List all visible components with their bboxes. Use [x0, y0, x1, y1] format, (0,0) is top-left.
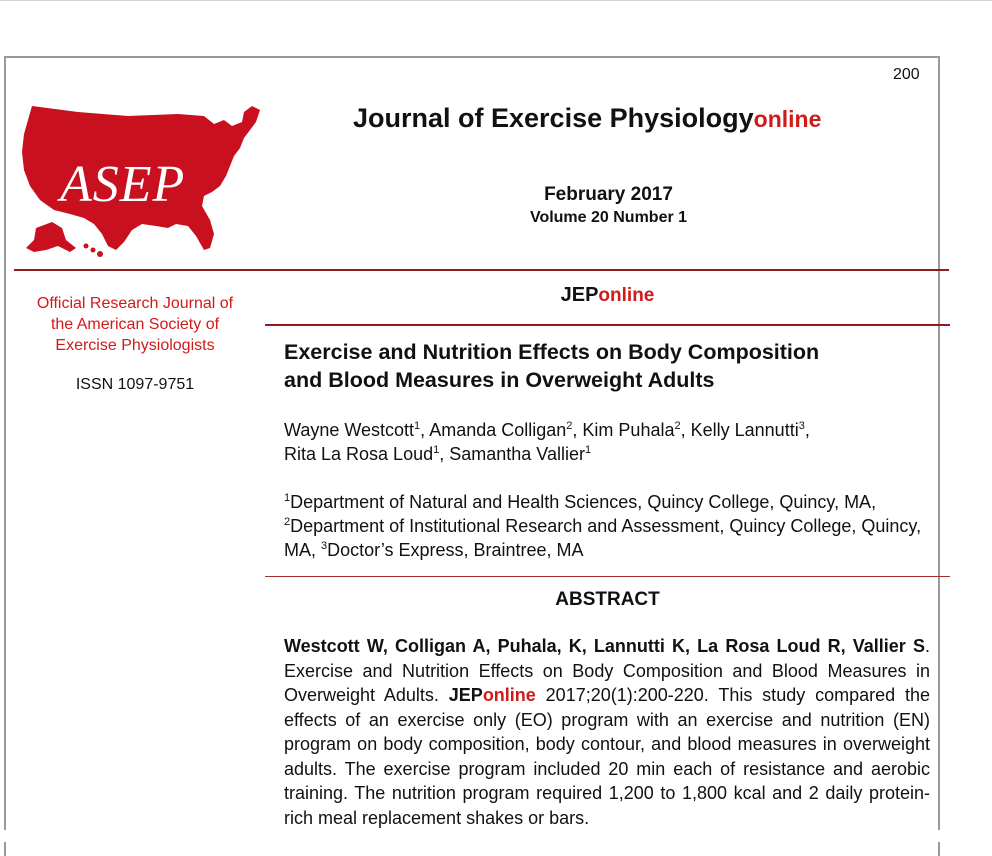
issue-volume: Volume 20 Number 1	[529, 209, 688, 226]
abstract-citation-ref: 2017;20(1):200-220.	[535, 685, 719, 705]
abstract-heading: ABSTRACT	[555, 589, 660, 610]
journal-title-online: online	[753, 106, 822, 132]
affiliation-text: Doctor’s Express, Braintree, MA	[327, 540, 584, 560]
hawaii-dot-2	[91, 248, 96, 253]
affiliation-sup: 1	[284, 492, 291, 504]
author-name: Rita La Rosa Loud	[284, 444, 434, 464]
author-name: Kim Puhala	[582, 420, 675, 440]
asep-logo-text: ASEP	[60, 156, 186, 213]
author-name: Kelly Lannutti	[690, 420, 799, 440]
author-sep: ,	[439, 444, 450, 464]
issue-date: February 2017	[544, 184, 673, 205]
abstract-divider	[265, 576, 950, 577]
abstract-citation-title: . Exercise and Nutrition Effects on Body Composition and Blood Measures in Overweight Adults.	[284, 636, 930, 705]
author-list	[284, 418, 944, 466]
author-sup: 1	[433, 444, 440, 456]
abstract-text: This study compared the effects of an exercise only (EO) program with an exercise and nutrition (EN) program on body composition, body contour, and blood measures in overweight adults. The exercise program included 20 min each of resistance and aerobic training. The nutrition program required 1,200 to 1,800 kcal and 2 daily protein-rich meal replacement shakes or bars.	[284, 685, 930, 828]
author-sep: ,	[804, 420, 810, 440]
abstract-journal-online: online	[482, 685, 536, 705]
affiliation-sup: 2	[284, 516, 291, 528]
article-title-line-2: and Blood Measures in Overweight Adults	[284, 368, 715, 392]
author-sup: 3	[798, 420, 805, 432]
journal-title	[353, 103, 821, 134]
affiliations	[284, 490, 944, 562]
author-sup: 1	[414, 420, 421, 432]
window-top-border	[0, 0, 992, 1]
author-name: Wayne Westcott	[284, 420, 415, 440]
author-sup: 1	[585, 444, 592, 456]
abstract-citation-authors: Westcott W, Colligan A, Puhala, K, Lannutti K, La Rosa Loud R, Vallier S	[284, 636, 925, 656]
author-sep: ,	[572, 420, 583, 440]
journal-title-main: Journal of Exercise Physiology	[353, 103, 754, 133]
author-sep: ,	[680, 420, 691, 440]
official-journal-statement	[20, 293, 250, 356]
article-title	[284, 338, 944, 394]
hawaii-dot-3	[97, 251, 103, 257]
official-line-1: Official Research Journal of	[36, 295, 234, 312]
affiliation-text: Department of Natural and Health Sciences, Quincy College, Quincy, MA,	[290, 492, 877, 512]
jep-online-banner	[265, 284, 950, 307]
page-bottom-cutoff	[0, 830, 992, 842]
hawaii-dot-1	[84, 244, 89, 249]
author-sep: ,	[420, 420, 430, 440]
title-divider	[265, 324, 950, 326]
affiliation-sup: 3	[321, 540, 328, 552]
affiliation-text: Department of Institutional Research and Assessment, Quincy College, Quincy, MA,	[284, 516, 922, 560]
abstract-body	[284, 634, 930, 830]
author-name: Samantha Vallier	[449, 444, 585, 464]
jep-banner-jep: JEP	[560, 284, 599, 306]
author-sup: 2	[566, 420, 573, 432]
author-sup: 2	[674, 420, 681, 432]
issn: ISSN 1097-9751	[75, 376, 195, 393]
page-number: 200	[893, 66, 920, 83]
official-line-2: the American Society of	[50, 316, 220, 333]
official-line-3: Exercise Physiologists	[55, 337, 215, 354]
article-title-line-1: Exercise and Nutrition Effects on Body Composition	[284, 340, 820, 364]
jep-banner-online: online	[598, 285, 655, 306]
abstract-journal-jep: JEP	[448, 685, 483, 705]
header-divider	[14, 269, 949, 271]
author-name: Amanda Colligan	[429, 420, 567, 440]
